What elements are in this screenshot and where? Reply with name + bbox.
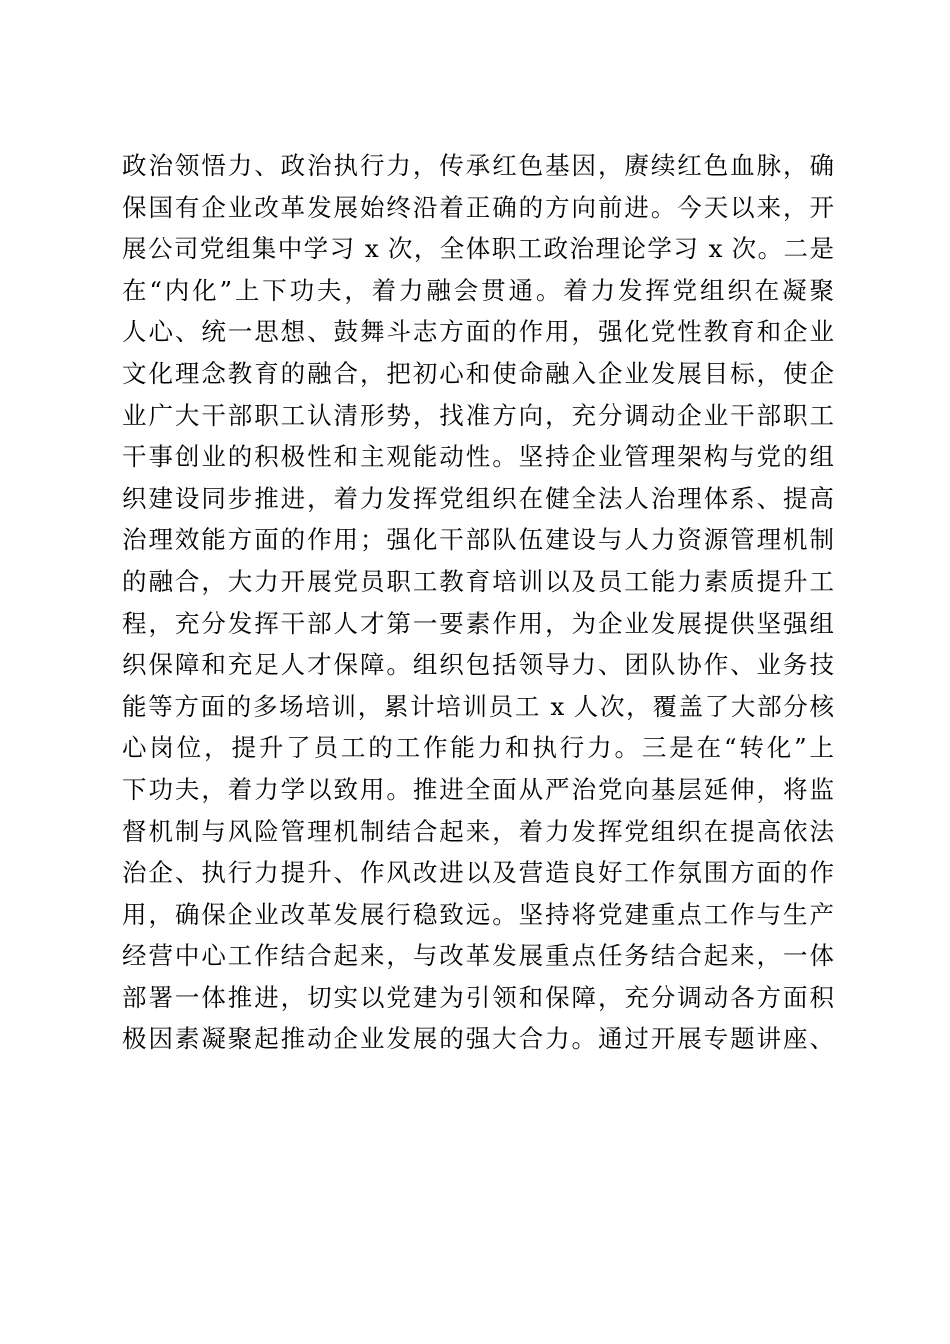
text-line: 心岗位，提升了员工的工作能力和执行力。三是在“转化”上 [122,733,834,763]
text-line: 业广大干部职工认清形势，找准方向，充分调动企业干部职工 [122,400,834,430]
text-line: 织建设同步推进，着力发挥党组织在健全法人治理体系、提高 [122,483,834,513]
text-line: 下功夫，着力学以致用。推进全面从严治党向基层延伸，将监 [122,774,834,804]
text-line: 部署一体推进，切实以党建为引领和保障，充分调动各方面积 [122,982,834,1012]
text-line: 用，确保企业改革发展行稳致远。坚持将党建重点工作与生产 [122,899,834,929]
text-line: 在“内化”上下功夫，着力融会贯通。着力发挥党组织在凝聚 [122,275,834,305]
text-line: 人心、统一思想、鼓舞斗志方面的作用，强化党性教育和企业 [122,317,834,347]
text-line: 极因素凝聚起推动企业发展的强大合力。通过开展专题讲座、 [122,1024,834,1054]
body-paragraph [122,145,834,1060]
text-line: 治企、执行力提升、作风改进以及营造良好工作氛围方面的作 [122,858,834,888]
text-line: 文化理念教育的融合，把初心和使命融入企业发展目标，使企 [122,358,834,388]
text-line: 督机制与风险管理机制结合起来，着力发挥党组织在提高依法 [122,816,834,846]
text-line: 的融合，大力开展党员职工教育培训以及员工能力素质提升工 [122,566,834,596]
text-line: 展公司党组集中学习 x 次，全体职工政治理论学习 x 次。二是 [122,234,834,264]
text-line: 经营中心工作结合起来，与改革发展重点任务结合起来，一体 [122,941,834,971]
text-line: 治理效能方面的作用；强化干部队伍建设与人力资源管理机制 [122,525,834,555]
text-line: 政治领悟力、政治执行力，传承红色基因，赓续红色血脉，确 [122,151,834,180]
text-line: 织保障和充足人才保障。组织包括领导力、团队协作、业务技 [122,650,834,680]
text-line: 程，充分发挥干部人才第一要素作用，为企业发展提供坚强组 [122,608,834,638]
text-line: 能等方面的多场培训，累计培训员工 x 人次，覆盖了大部分核 [122,691,834,721]
text-line: 保国有企业改革发展始终沿着正确的方向前进。今天以来，开 [122,192,834,222]
text-line: 干事创业的积极性和主观能动性。坚持企业管理架构与党的组 [122,442,834,472]
